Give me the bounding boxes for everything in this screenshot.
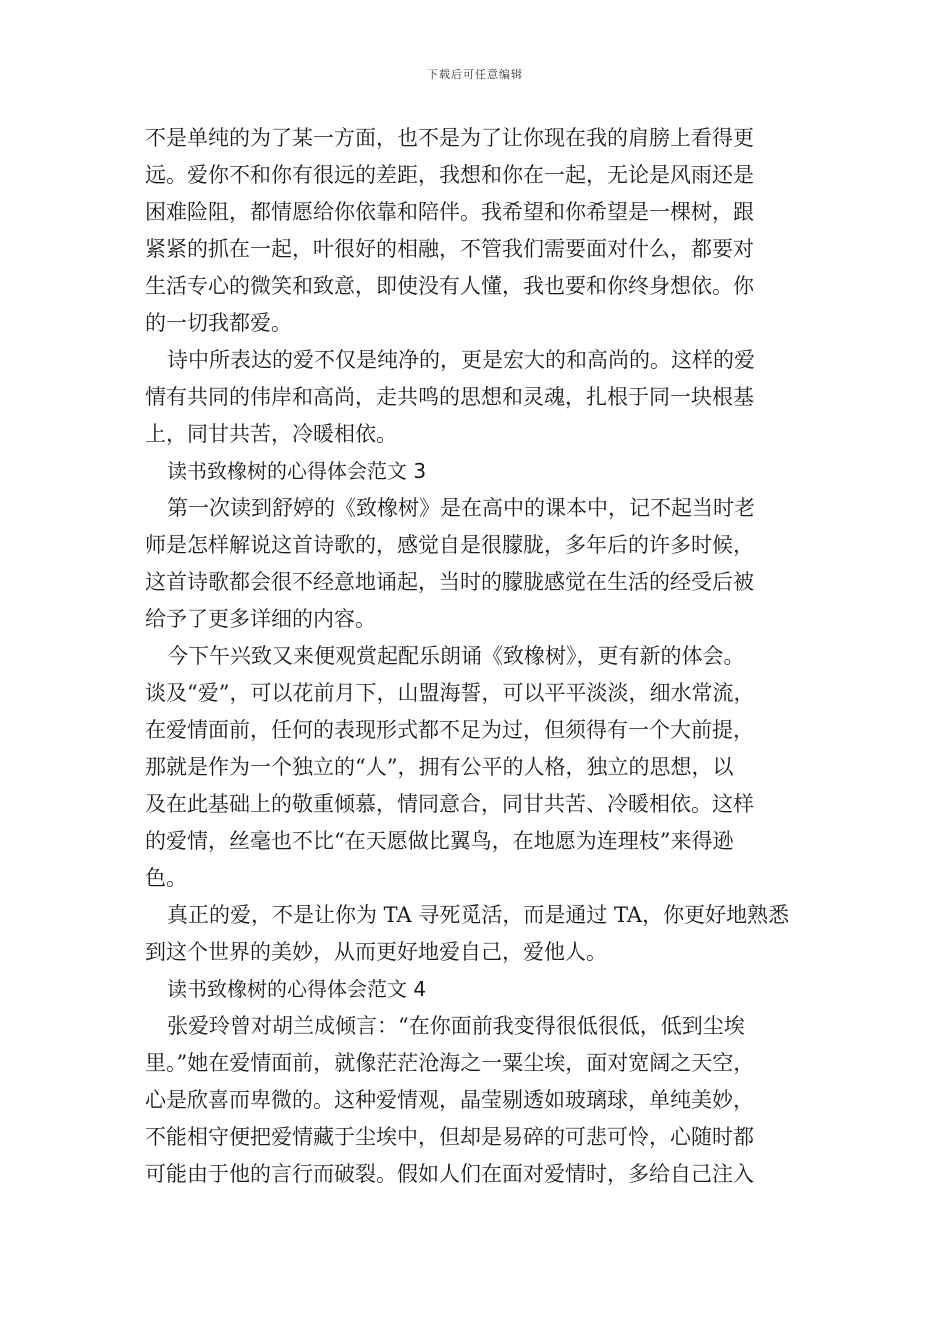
text-line: 里。”她在爱情面前，就像茫茫沧海之一粟尘埃，面对宽阔之天空， bbox=[145, 1051, 755, 1075]
text-line: 色。 bbox=[145, 866, 187, 890]
text-line: 那就是作为一个独立的“人”，拥有公平的人格，独立的思想，以 bbox=[145, 755, 734, 779]
page-header: 下载后可任意编辑 bbox=[427, 68, 523, 81]
text-line: 及在此基础上的敬重倾慕，情同意合，同甘共苦、冷暖相依。这样 bbox=[145, 792, 754, 816]
text-line: 诗中所表达的爱不仅是纯净的，更是宏大的和高尚的。这样的爱 bbox=[167, 348, 755, 372]
text-line: 真正的爱，不是让你为 TA 寻死觅活，而是通过 TA，你更好地熟悉 bbox=[167, 903, 790, 927]
text-line: 到这个世界的美妙，从而更好地爱自己，爱他人。 bbox=[145, 940, 607, 964]
text-line: 师是怎样解说这首诗歌的，感觉自是很朦胧，多年后的许多时候， bbox=[145, 533, 754, 557]
text-line: 不能相守便把爱情藏于尘埃中，但却是易碎的可悲可怜，心随时都 bbox=[145, 1125, 754, 1149]
text-line: 第一次读到舒婷的《致橡树》是在高中的课本中，记不起当时老 bbox=[167, 496, 755, 520]
section-heading: 读书致橡树的心得体会范文 3 bbox=[167, 459, 427, 483]
text-line: 给予了更多详细的内容。 bbox=[145, 607, 376, 631]
text-line: 上，同甘共苦，冷暖相依。 bbox=[145, 422, 397, 446]
text-line: 这首诗歌都会很不经意地诵起，当时的朦胧感觉在生活的经受后被 bbox=[145, 570, 754, 594]
text-line: 可能由于他的言行而破裂。假如人们在面对爱情时，多给自己注入 bbox=[145, 1162, 754, 1186]
text-line: 不是单纯的为了某一方面，也不是为了让你现在我的肩膀上看得更 bbox=[145, 126, 754, 150]
text-line: 的爱情，丝毫也不比“在天愿做比翼鸟，在地愿为连理枝”来得逊 bbox=[145, 829, 734, 853]
text-line: 在爱情面前，任何的表现形式都不足为过，但须得有一个大前提， bbox=[145, 718, 754, 742]
text-line: 心是欣喜而卑微的。这种爱情观，晶莹剔透如玻璃球，单纯美妙， bbox=[145, 1088, 754, 1112]
text-line: 情有共同的伟岸和高尚，走共鸣的思想和灵魂，扎根于同一块根基 bbox=[145, 385, 754, 409]
text-line: 谈及“爱”，可以花前月下，山盟海誓，可以平平淡淡，细水常流， bbox=[145, 681, 755, 705]
text-line: 生活专心的微笑和致意，即使没有人懂，我也要和你终身想依。你 bbox=[145, 274, 754, 298]
text-line: 张爱玲曾对胡兰成倾言：“在你面前我变得很低很低，低到尘埃 bbox=[167, 1014, 745, 1038]
section-heading: 读书致橡树的心得体会范文 4 bbox=[167, 977, 427, 1001]
text-line: 紧紧的抓在一起，叶很好的相融，不管我们需要面对什么，都要对 bbox=[145, 237, 754, 261]
text-line: 困难险阻，都情愿给你依靠和陪伴。我希望和你希望是一棵树，跟 bbox=[145, 200, 754, 224]
text-line: 的一切我都爱。 bbox=[145, 311, 292, 335]
document-body bbox=[145, 120, 835, 1193]
text-line: 今下午兴致又来便观赏起配乐朗诵《致橡树》，更有新的体会。 bbox=[167, 644, 745, 668]
text-line: 远。爱你不和你有很远的差距，我想和你在一起，无论是风雨还是 bbox=[145, 163, 754, 187]
